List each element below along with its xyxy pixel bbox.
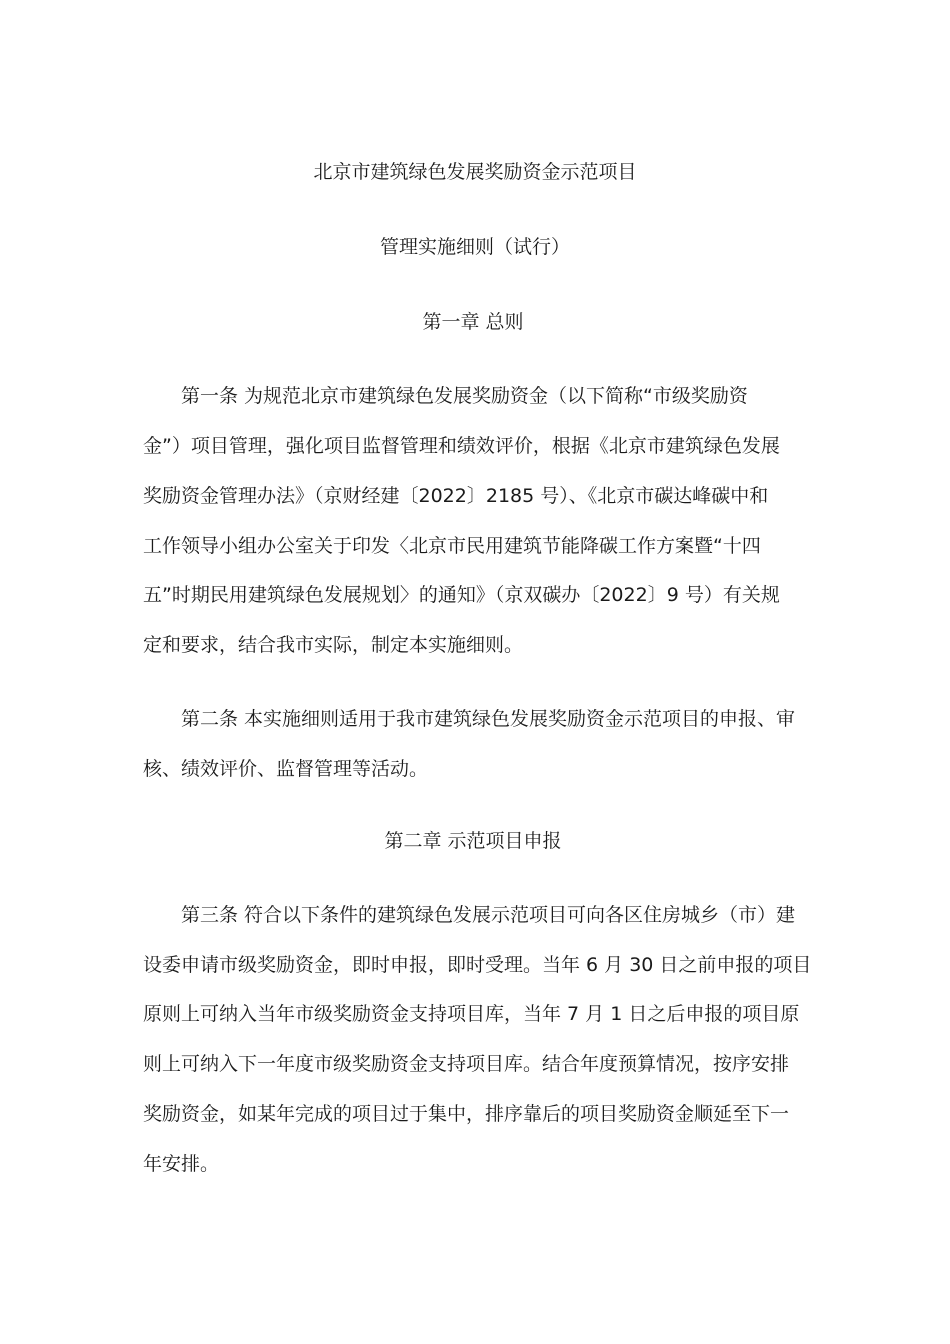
article-1-line: 奖励资金管理办法》（京财经建〔2022〕2185 号）、《北京市碳达峰碳中和 (143, 485, 769, 507)
article-3-line: 则上可纳入下一年度市级奖励资金支持项目库。结合年度预算情况，按序安排 (143, 1053, 790, 1075)
article-1-line: 定和要求，结合我市实际，制定本实施细则。 (143, 634, 524, 656)
article-1-line: 五”时期民用建筑绿色发展规划〉的通知》（京双碳办〔2022〕9 号）有关规 (143, 584, 780, 606)
article-1-line: 第一条 为规范北京市建筑绿色发展奖励资金（以下简称“市级奖励资 (181, 385, 748, 407)
document-title-line-1: 北京市建筑绿色发展奖励资金示范项目 (313, 161, 637, 183)
article-3-line: 奖励资金，如某年完成的项目过于集中，排序靠后的项目奖励资金顺延至下一 (143, 1103, 790, 1125)
article-3-line: 原则上可纳入当年市级奖励资金支持项目库，当年 7 月 1 日之后申报的项目原 (143, 1003, 800, 1025)
document-title-line-2: 管理实施细则（试行） (379, 236, 570, 258)
article-3-line: 年安排。 (143, 1153, 220, 1175)
article-2-line: 第二条 本实施细则适用于我市建筑绿色发展奖励资金示范项目的申报、审 (181, 708, 796, 730)
chapter-2-heading: 第二章 示范项目申报 (384, 830, 562, 852)
article-1-line: 金”）项目管理，强化项目监督管理和绩效评价，根据《北京市建筑绿色发展 (143, 435, 780, 457)
article-2-line: 核、绩效评价、监督管理等活动。 (143, 758, 429, 780)
article-3-line: 设委申请市级奖励资金，即时申报，即时受理。当年 6 月 30 日之前申报的项目 (143, 954, 812, 976)
article-1-line: 工作领导小组办公室关于印发〈北京市民用建筑节能降碳工作方案暨“十四 (143, 535, 761, 557)
chapter-1-heading: 第一章 总则 (422, 311, 524, 333)
article-3-line: 第三条 符合以下条件的建筑绿色发展示范项目可向各区住房城乡（市）建 (181, 904, 796, 926)
